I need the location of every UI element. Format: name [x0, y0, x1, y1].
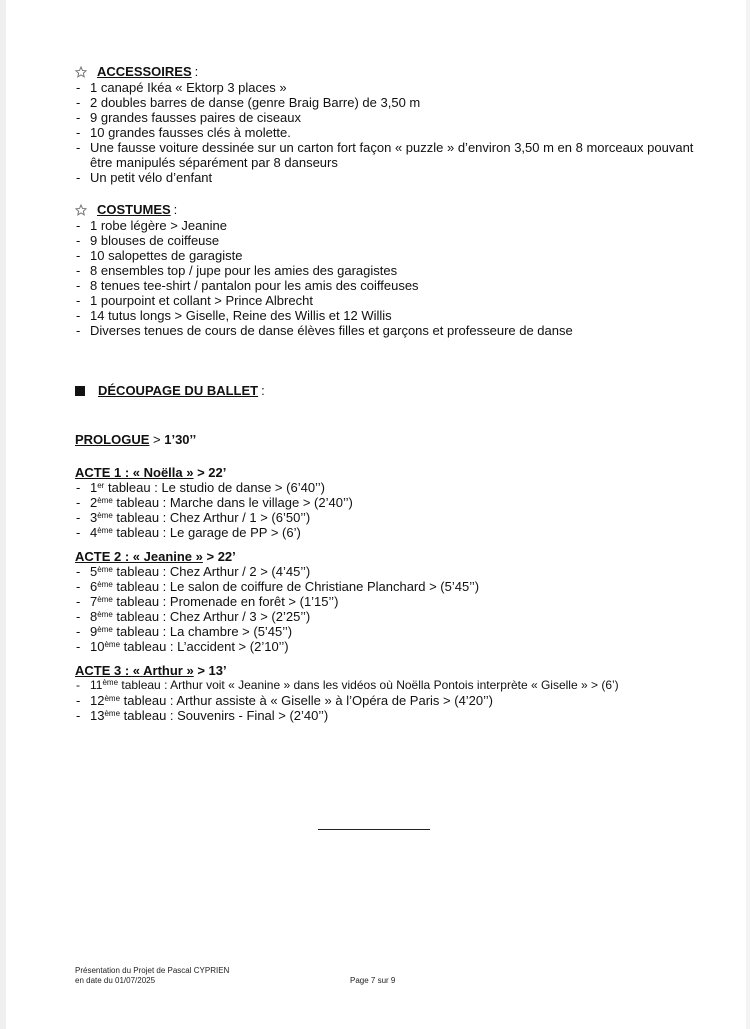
- list-item: - 10 grandes fausses clés à molette.: [75, 125, 695, 140]
- list-item: - 9 grandes fausses paires de ciseaux: [75, 110, 695, 125]
- list-item: - 1er tableau : Le studio de danse > (6’40’’): [75, 480, 695, 495]
- list-item: - 1 canapé Ikéa « Ektorp 3 places »: [75, 80, 695, 95]
- list-item: - 9 blouses de coiffeuse: [75, 233, 695, 248]
- prologue-separator: >: [149, 432, 165, 447]
- end-divider: [318, 829, 430, 830]
- accessoires-list: [75, 80, 695, 185]
- costumes-title: COSTUMES: [97, 202, 171, 217]
- list-item: - 8 tenues tee-shirt / pantalon pour les amis des coiffeuses: [75, 278, 695, 293]
- list-item: - 6ème tableau : Le salon de coiffure de Christiane Planchard > (5’45’’): [75, 579, 695, 594]
- accessoires-heading: [75, 63, 695, 80]
- list-item: - Un petit vélo d’enfant: [75, 170, 695, 185]
- decoupage-title: DÉCOUPAGE DU BALLET: [98, 383, 259, 398]
- acte2-list: [75, 564, 695, 654]
- list-item: - 2ème tableau : Marche dans le village > (2’40’’): [75, 495, 695, 510]
- acte2-duration: > 22’: [202, 549, 236, 564]
- square-bullet-icon: [75, 386, 85, 396]
- list-item: - 13ème tableau : Souvenirs - Final > (2’40’’): [75, 708, 695, 723]
- document-body: [75, 63, 695, 723]
- acte1-duration: > 22’: [193, 465, 227, 480]
- acte1-title: ACTE 1 : « Noëlla »: [75, 465, 194, 480]
- accessoires-colon: :: [194, 64, 199, 79]
- footer: [75, 966, 229, 986]
- list-item: - 1 pourpoint et collant > Prince Albrecht: [75, 293, 695, 308]
- list-item: - 9ème tableau : La chambre > (5’45’’): [75, 624, 695, 639]
- acte1-heading: [75, 465, 695, 480]
- list-item: - 4ème tableau : Le garage de PP > (6’): [75, 525, 695, 540]
- acte1-list: [75, 480, 695, 540]
- decoupage-colon: :: [261, 383, 265, 398]
- acte2-title: ACTE 2 : « Jeanine »: [75, 549, 203, 564]
- list-item: - 5ème tableau : Chez Arthur / 2 > (4’45’’): [75, 564, 695, 579]
- list-item: - 10ème tableau : L’accident > (2’10’’): [75, 639, 695, 654]
- list-item: - 8ème tableau : Chez Arthur / 3 > (2’25’’): [75, 609, 695, 624]
- list-item: - Diverses tenues de cours de danse élèves filles et garçons et professeure de danse: [75, 323, 695, 338]
- costumes-heading: [75, 201, 695, 218]
- list-item: - 3ème tableau : Chez Arthur / 1 > (6’50’’): [75, 510, 695, 525]
- list-item: - 11ème tableau : Arthur voit « Jeanine » dans les vidéos où Noëlla Pontois interprète « Giselle » > (6’): [75, 678, 695, 693]
- list-item: - Une fausse voiture dessinée sur un carton fort façon « puzzle » d’environ 3,50 m en 8 morceaux pouvant être manipulés séparément par 8 danseurs: [75, 140, 695, 170]
- acte3-list: [75, 678, 695, 723]
- list-item: - 12ème tableau : Arthur assiste à « Giselle » à l’Opéra de Paris > (4’20’’): [75, 693, 695, 708]
- list-item: - 14 tutus longs > Giselle, Reine des Willis et 12 Willis: [75, 308, 695, 323]
- costumes-colon: :: [173, 202, 178, 217]
- acte2-heading: [75, 549, 695, 564]
- acte3-duration: > 13’: [193, 663, 227, 678]
- acte3-title: ACTE 3 : « Arthur »: [75, 663, 194, 678]
- costumes-list: [75, 218, 695, 338]
- star-icon: [75, 66, 87, 78]
- page-left-edge: [0, 0, 6, 1029]
- accessoires-title: ACCESSOIRES: [97, 64, 192, 79]
- list-item: - 2 doubles barres de danse (genre Braig Barre) de 3,50 m: [75, 95, 695, 110]
- star-icon: [75, 204, 87, 216]
- list-item: - 1 robe légère > Jeanine: [75, 218, 695, 233]
- list-item: - 10 salopettes de garagiste: [75, 248, 695, 263]
- prologue-heading: [75, 432, 695, 447]
- list-item: - 7ème tableau : Promenade en forêt > (1’15’’): [75, 594, 695, 609]
- prologue-title: PROLOGUE: [75, 432, 150, 447]
- page-right-edge: [746, 0, 750, 1029]
- footer-line-2: en date du 01/07/2025: [75, 976, 156, 985]
- decoupage-heading: [75, 382, 695, 399]
- acte3-heading: [75, 663, 695, 678]
- footer-line-1: Présentation du Projet de Pascal CYPRIEN: [75, 966, 230, 975]
- prologue-duration: 1’30’’: [164, 432, 197, 447]
- page-number: Page 7 sur 9: [350, 976, 396, 985]
- list-item: - 8 ensembles top / jupe pour les amies des garagistes: [75, 263, 695, 278]
